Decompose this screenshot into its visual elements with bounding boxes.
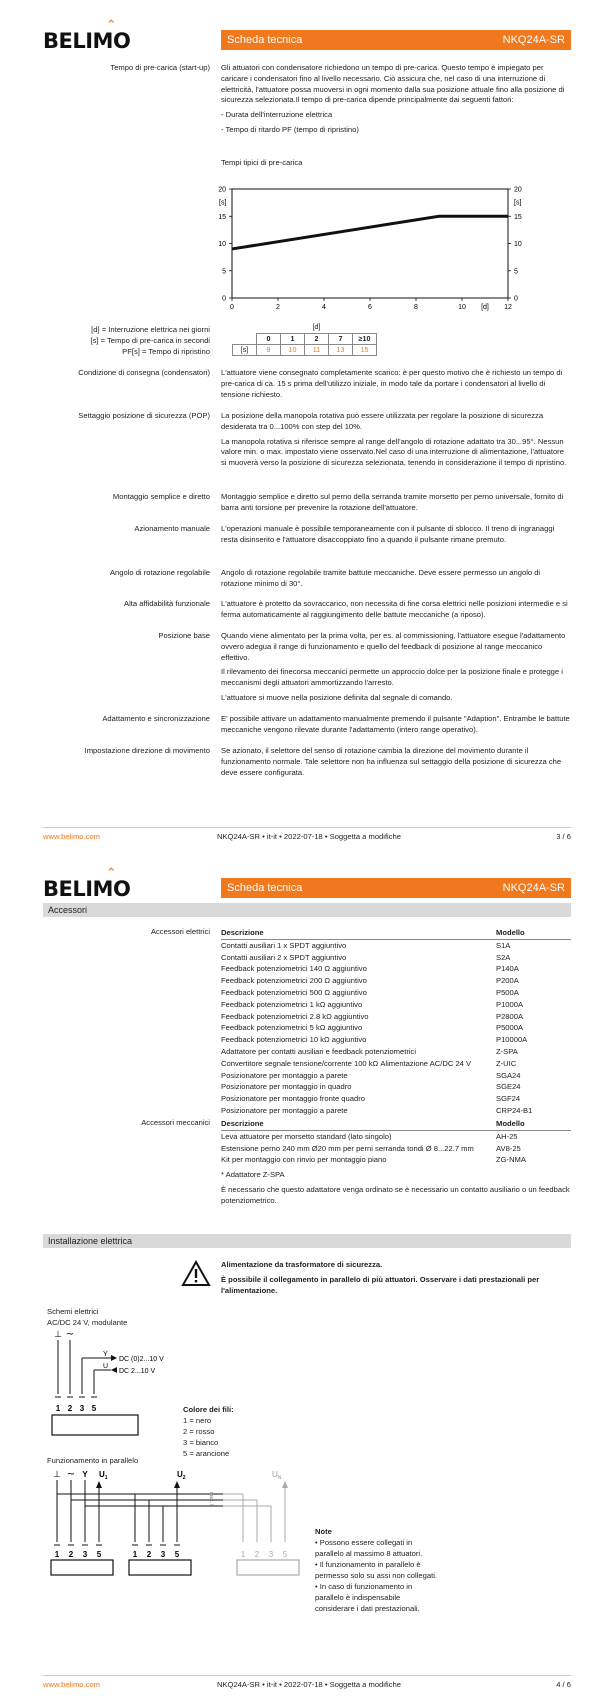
p-terminal: 2 — [254, 1550, 260, 1559]
row-description: Posizionatore per montaggio a parete — [221, 1105, 348, 1115]
section-label: Angolo di rotazione regolabile — [109, 568, 210, 577]
legend-pf: PF[s] = Tempo di ripristino — [122, 347, 210, 356]
p-terminal: 3 — [268, 1550, 274, 1559]
table-row — [221, 1130, 571, 1142]
col-desc: Descrizione — [221, 1118, 496, 1130]
y-tick-label: 20 — [218, 186, 226, 194]
table-row — [221, 1143, 571, 1155]
table-row — [221, 952, 571, 964]
section-text: L'attuatore viene consegnato completamente scarico: è per questo motivo che è richiesto un tempo di pre-carica di ca. 15 s prima dell'utilizzo iniziale, in modo tale da portare i condensatori al livello di tensione richiesto. — [221, 368, 563, 399]
table-row — [221, 987, 571, 999]
warning-box — [221, 1260, 571, 1300]
terminal-3: 3 — [79, 1404, 85, 1413]
row-description: Contatti ausiliari 1 x SPDT aggiuntivo — [221, 940, 347, 950]
table-row — [221, 1046, 571, 1058]
header-title: Scheda tecnica — [227, 34, 303, 46]
parallel-title: Funzionamento in parallelo — [47, 1456, 139, 1465]
footer-link[interactable]: www.belimo.com — [43, 1680, 100, 1689]
table-row — [221, 1034, 571, 1046]
chart-title: Tempi tipici di pre-carica — [221, 158, 303, 167]
page-4 — [0, 848, 600, 1696]
section-text: L'attuatore si muove nella posizione definita dal segnale di comando. — [221, 692, 453, 702]
row-description: Posizionatore per montaggio fronte quadro — [221, 1094, 365, 1104]
section-label: Azionamento manuale — [134, 524, 210, 533]
p-terminal: 5 — [96, 1550, 102, 1559]
section-text: La manopola rotativa si riferisce sempre al range dell'angolo di rotazione adattato tra 30...95°. Nessun valore min. o max. impostato viene osservato.Nel caso di una interruzione di alimentazione, l'attuatore si muoverà verso la posizione di sicurezza selezionata, tenendo in considerazione il tempo di ripristino. — [221, 436, 567, 468]
row-description: Posizionatore per montaggio a parete — [221, 1070, 348, 1080]
zspa-note-text: È necessario che questo adattatore venga ordinato se è necessario un contatto ausiliario o un feedback potenziometrico. — [221, 1184, 570, 1205]
table-d-cell: 7 — [329, 333, 353, 344]
table-s-cell: 11 — [305, 344, 329, 355]
p-terminal: 1 — [54, 1550, 60, 1559]
u-label: U — [103, 1363, 109, 1370]
row-model: SGE24 — [496, 1082, 521, 1092]
x-tick-label: 0 — [230, 304, 234, 311]
x-tick-label: 2 — [276, 304, 280, 311]
row-description: Leva attuatore per morsetto standard (lato singolo) — [221, 1131, 392, 1141]
wire-color-item: 2 = rosso — [183, 1427, 215, 1436]
section-text: Montaggio semplice e diretto sul perno della serranda tramite morsetto per perno universale, fornito di barra anti torsione per prevenire la rotazione dell'attuatore. — [221, 492, 564, 512]
actuator-box-n — [237, 1560, 299, 1575]
row-description: Adattatore per contatti ausiliari e feedback potenziometrici — [221, 1046, 417, 1056]
y-tick-label-right: 15 — [514, 213, 522, 221]
wire-color-item: 3 = bianco — [183, 1438, 219, 1447]
p-tilde: ~ — [66, 1469, 76, 1480]
row-model: ZG-NMA — [496, 1155, 526, 1165]
table-s-cell: 15 — [353, 344, 377, 355]
col-model: Modello — [496, 1118, 571, 1130]
row-model: SGA24 — [496, 1070, 521, 1080]
y-tick-label: 10 — [218, 241, 226, 248]
footer-doc: NKQ24A-SR • it-it • 2022-07-18 • Soggetta a modifiche — [217, 832, 401, 841]
table-row — [221, 1070, 571, 1082]
x-axis-label: [d] — [481, 304, 489, 311]
table-unit-s: [s] — [233, 344, 257, 355]
p-terminal: 3 — [160, 1550, 166, 1559]
table-s-cell: 10 — [281, 344, 305, 355]
p-terminal: 5 — [282, 1550, 288, 1559]
precharge-text: Gli attuatori con condensatore richiedono un tempo di pre-carica. Questo tempo è impiegato per caricare i condensatori fino al livello necessario. Ciò assicura che, nel caso di una interruzione di elettricità, l'attuatore possa muoversi in ogni momento dalla sua posizione attuale fino alla posizione di sicurezza selezionata.Il tempo di pre-carica dipende principalmente dai seguenti fattori: — [221, 63, 565, 105]
y-tick-label: 15 — [218, 213, 226, 221]
schemi-heading — [47, 1306, 127, 1328]
table-row — [221, 1022, 571, 1034]
section-label: Alta affidabilità funzionale — [124, 599, 210, 608]
wiring-diagram — [47, 1326, 197, 1436]
note-item: • In caso di funzionamento in parallelo è indispensabile considerare i dati prestazionali. — [315, 1582, 420, 1613]
p-terminal: 3 — [82, 1550, 88, 1559]
warning-title: Alimentazione da trasformatore di sicurezza. — [221, 1260, 383, 1269]
actuator-box-2 — [129, 1560, 191, 1575]
section-label: Settaggio posizione di sicurezza (POP) — [78, 411, 210, 420]
row-model: P5000A — [496, 1023, 524, 1033]
notes-title: Note — [315, 1527, 332, 1536]
table-d-cell: 1 — [281, 333, 305, 344]
dc-output-label: DC 2...10 V — [119, 1368, 156, 1375]
note-item: • Possono essere collegati in parallelo al massimo 8 attuatori. — [315, 1538, 423, 1558]
precharge-factor-1: - Durata dell'interruzione elettrica — [221, 110, 333, 120]
electric-table — [221, 927, 571, 1117]
footer-page: 4 / 6 — [556, 1680, 571, 1689]
row-model: CRP24-B1 — [496, 1105, 533, 1115]
section-text: La posizione della manopola rotativa può essere utilizzata per regolare la posizione di sicurezza desiderata tra 0...100% con step del 10%. — [221, 411, 544, 431]
row-model: P1000A — [496, 999, 524, 1009]
y-label: Y — [103, 1351, 108, 1358]
table-d-cell: 0 — [257, 333, 281, 344]
section-text: Se azionato, il selettore del senso di rotazione cambia la direzione del movimento durante il funzionamento normale. Tale selettore non ha influenza sul settaggio della posizione di sicurezza che deve essere configurata. — [221, 746, 562, 777]
p-un: $U_N$ — [272, 1470, 282, 1481]
footer — [43, 1675, 571, 1691]
section-label: Posizione base — [158, 631, 210, 640]
row-model: AH-25 — [496, 1131, 518, 1141]
row-description: Feedback potenziometrici 10 kΩ aggiuntivo — [221, 1035, 367, 1045]
belimo-logo: BELIMO ^ — [43, 867, 131, 901]
p-u2: $U_2$ — [177, 1470, 186, 1481]
x-tick-label: 4 — [322, 304, 326, 311]
header-product: NKQ24A-SR — [502, 34, 565, 46]
row-model: Z-SPA — [496, 1046, 518, 1056]
table-row — [221, 1093, 571, 1105]
max-label: max. 8 — [208, 1492, 214, 1508]
col-desc: Descrizione — [221, 927, 496, 939]
tilde-symbol: ~ — [65, 1329, 75, 1340]
row-description: Feedback potenziometrici 500 Ω aggiuntivo — [221, 987, 367, 997]
wire-color-item: 1 = nero — [183, 1416, 212, 1425]
terminal-1: 1 — [55, 1404, 61, 1413]
warning-text: È possibile il collegamento in parallelo di più attuatori. Osservare i dati prestazionali per l'alimentazione. — [221, 1274, 540, 1295]
table-row — [221, 1105, 571, 1117]
row-description: Feedback potenziometrici 140 Ω aggiuntivo — [221, 964, 367, 974]
header-title: Scheda tecnica — [227, 882, 303, 894]
installazione-bar: Installazione elettrica — [43, 1234, 571, 1248]
section-label: Adattamento e sincronizzazione — [102, 714, 210, 723]
chart-legend — [30, 324, 210, 357]
y-tick-label-right: 20 — [514, 186, 522, 194]
wire-color-item: 5 = arancione — [183, 1449, 230, 1458]
header-product: NKQ24A-SR — [502, 882, 565, 894]
legend-seconds: [s] = Tempo di pre-carica in secondi — [90, 336, 210, 345]
row-model: Z-UIC — [496, 1058, 517, 1068]
belimo-logo: BELIMO ^ — [43, 19, 131, 53]
col-model: Modello — [496, 927, 571, 939]
table-row — [221, 1011, 571, 1023]
dc-input-label: DC (0)2...10 V — [119, 1356, 164, 1363]
section-label: Montaggio semplice e diretto — [112, 492, 210, 501]
row-model: P2800A — [496, 1011, 524, 1021]
precharge-table — [232, 322, 377, 356]
section-label: Impostazione direzione di movimento — [84, 746, 210, 755]
table-row — [221, 1081, 571, 1093]
p-terminal: 2 — [68, 1550, 74, 1559]
header-bar — [221, 878, 571, 898]
warning-icon — [181, 1260, 211, 1287]
x-tick-label: 10 — [458, 304, 466, 311]
p-gnd: ⊥ — [53, 1470, 61, 1480]
footer-link[interactable]: www.belimo.com — [43, 832, 100, 841]
row-description: Posizionatore per montaggio in quadro — [221, 1082, 352, 1092]
accessori-bar: Accessori — [43, 903, 571, 917]
table-s-cell: 9 — [257, 344, 281, 355]
row-description: Contatti ausiliari 2 x SPDT aggiuntivo — [221, 952, 347, 962]
row-model: SGF24 — [496, 1094, 521, 1104]
p-terminal: 2 — [146, 1550, 152, 1559]
y-tick-label-right: 5 — [514, 268, 518, 276]
footer-page: 3 / 6 — [556, 832, 571, 841]
row-description: Feedback potenziometrici 200 Ω aggiuntivo — [221, 976, 367, 986]
table-row — [221, 975, 571, 987]
mechanical-table — [221, 1118, 571, 1166]
row-model: P200A — [496, 976, 519, 986]
mechanical-label: Accessori meccanici — [141, 1118, 210, 1127]
table-row — [221, 999, 571, 1011]
parallel-diagram — [47, 1466, 307, 1576]
header-bar — [221, 30, 571, 50]
x-tick-label: 6 — [368, 304, 372, 311]
y-tick-label: 0 — [222, 295, 226, 303]
table-row — [221, 1058, 571, 1070]
note-item: • Il funzionamento in parallelo è permesso solo su assi non collegati. — [315, 1560, 437, 1580]
p-terminal: 1 — [240, 1550, 246, 1559]
y-axis-label: [s] — [219, 199, 227, 207]
precharge-label: Tempo di pre-carica (start-up) — [110, 63, 210, 72]
actuator-box-1 — [51, 1560, 113, 1575]
section-text: Il rilevamento dei finecorsa meccanici permette un approccio dolce per la posizione finale e protegge i meccanismi degli attuatori ammortizzando l'arresto. — [221, 667, 563, 688]
section-text: Quando viene alimentato per la prima volta, per es. al commissioning, l'attuatore esegue l'adattamento ovvero adegua il range di funzionamento e quello del feedback di posizione al range meccanico effettivo. — [221, 631, 566, 662]
actuator-box — [52, 1415, 138, 1435]
row-description: Kit per montaggio con rinvio per montaggio piano — [221, 1155, 387, 1165]
row-description: Feedback potenziometrici 2.8 kΩ aggiuntivo — [221, 1011, 369, 1021]
x-tick-label: 12 — [504, 304, 512, 311]
p-terminal: 5 — [174, 1550, 180, 1559]
table-s-cell: 13 — [329, 344, 353, 355]
row-description: Feedback potenziometrici 1 kΩ aggiuntivo — [221, 999, 363, 1009]
row-description: Convertitore segnale tensione/corrente 100 kΩ Alimentazione AC/DC 24 V — [221, 1058, 472, 1068]
row-model: P10000A — [496, 1035, 528, 1045]
x-tick-label: 8 — [414, 304, 418, 311]
terminal-2: 2 — [67, 1404, 73, 1413]
zspa-note-title: * Adattatore Z-SPA — [221, 1170, 285, 1180]
section-text: L'operazioni manuale è possibile temporaneamente con il pulsante di sblocco. Il treno di ingranaggi resta disinserito e l'attuatore disaccoppiato fino a quando il pulsante rimane premuto. — [221, 524, 555, 544]
schemi-title: Schemi elettrici — [47, 1307, 99, 1316]
row-model: S2A — [496, 952, 511, 962]
row-description: Feedback potenziometrici 5 kΩ aggiuntivo — [221, 1023, 363, 1033]
table-row — [221, 939, 571, 951]
electric-label: Accessori elettrici — [150, 927, 210, 936]
table-row — [221, 963, 571, 975]
row-model: S1A — [496, 940, 511, 950]
row-model: P140A — [496, 964, 519, 974]
gnd-symbol: ⊥ — [54, 1330, 62, 1340]
schemi-subtitle: AC/DC 24 V, modulante — [47, 1318, 128, 1327]
section-text: L'attuatore è protetto da sovraccarico, non necessita di fine corsa elettrici nelle posizioni intermedie e si ferma automaticamente al raggiungimento delle battute meccaniche (a riposo). — [221, 599, 568, 619]
p-u1: $U_1$ — [99, 1470, 108, 1481]
row-model: P500A — [496, 987, 519, 997]
parallel-notes — [315, 1526, 440, 1614]
section-text: Angolo di rotazione regolabile tramite battute meccaniche. Deve essere permesso un angolo di rotazione minimo di 30°. — [221, 568, 541, 588]
p-terminal: 1 — [132, 1550, 138, 1559]
table-row — [221, 1154, 571, 1166]
section-label: Condizione di consegna (condensatori) — [78, 368, 210, 377]
row-description: Estensione perno 240 mm Ø20 mm per perni serranda tondi Ø 8...22.7 mm — [221, 1143, 474, 1153]
p-y: Y — [82, 1470, 88, 1479]
wire-colors — [183, 1404, 234, 1459]
row-model: AV8-25 — [496, 1143, 521, 1153]
terminal-5: 5 — [91, 1404, 97, 1413]
y-axis-label-right: [s] — [514, 199, 522, 207]
footer — [43, 827, 571, 843]
precharge-factor-2: - Tempo di ritardo PF (tempo di ripristino) — [221, 124, 359, 134]
series-line — [232, 216, 508, 249]
precharge-chart — [218, 180, 548, 318]
table-d-cell: 2 — [305, 333, 329, 344]
table-d-cell: ≥10 — [353, 333, 377, 344]
section-text: E' possibile attivare un adattamento manualmente premendo il pulsante "Adaption". Entrambe le battute meccaniche vengono rilevate durante l'adattamento (intero range operativo). — [221, 714, 570, 734]
y-tick-label-right: 10 — [514, 241, 522, 248]
legend-days: [d] = Interruzione elettrica nei giorni — [91, 325, 210, 334]
y-tick-label: 5 — [222, 268, 226, 276]
y-tick-label-right: 0 — [514, 295, 518, 303]
wire-colors-title: Colore dei fili: — [183, 1405, 234, 1414]
table-unit-d: [d] — [312, 322, 321, 332]
footer-doc: NKQ24A-SR • it-it • 2022-07-18 • Soggetta a modifiche — [217, 1680, 401, 1689]
